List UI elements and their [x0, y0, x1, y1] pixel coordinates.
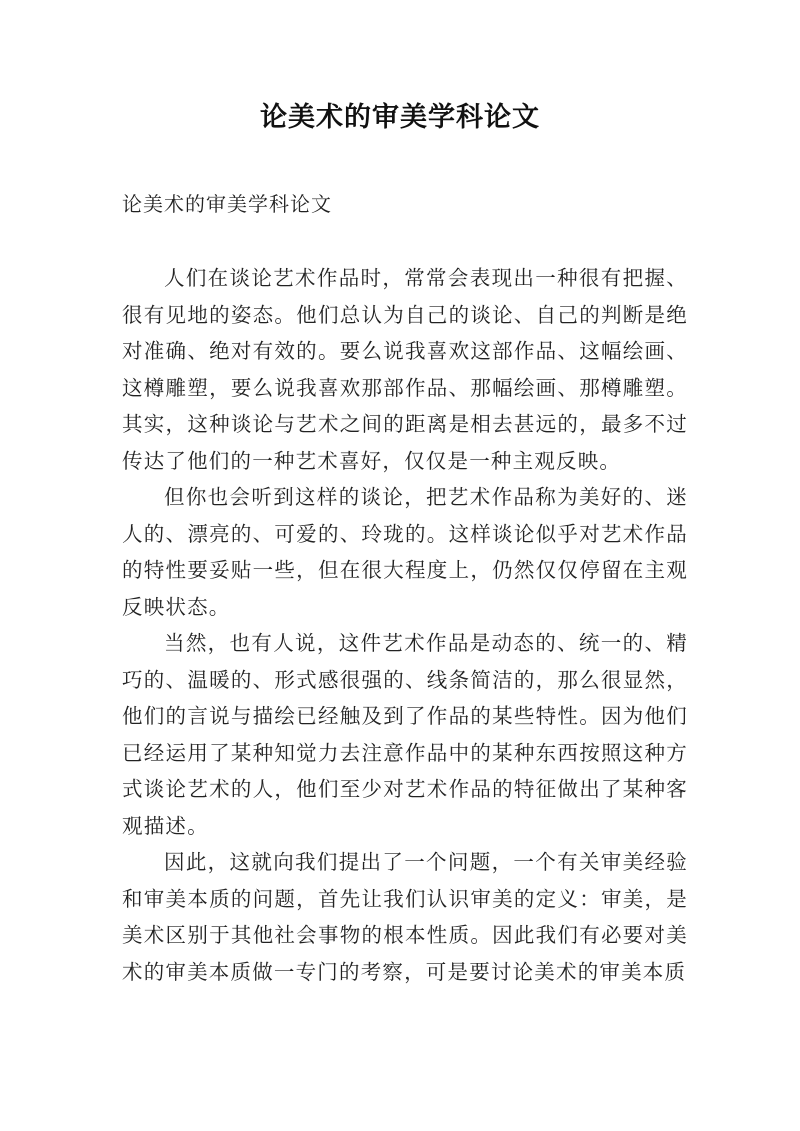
paragraph: 因此，这就向我们提出了一个问题，一个有关审美经验和审美本质的问题，首先让我们认识审美的定义：审美，是美术区别于其他社会事物的根本性质。因此我们有必要对美术的审美本质做一专门的考察，可是要讨论美术的审美本质 [122, 850, 688, 984]
document-subtitle: 论美术的审美学科论文 [122, 192, 332, 216]
paragraph: 当然，也有人说，这件艺术作品是动态的、统一的、精巧的、温暖的、形式感很强的、线条简洁的，那么很显然，他们的言说与描绘已经触及到了作品的某些特性。因为他们已经运用了某种知觉力去注意作品中的某种东西按照这种方式谈论艺术的人，他们至少对艺术作品的特征做出了某种客观描述。 [122, 631, 688, 838]
paragraph: 但你也会听到这样的谈论，把艺术作品称为美好的、迷人的、漂亮的、可爱的、玲珑的。这样谈论似乎对艺术作品的特性要妥贴一些，但在很大程度上，仍然仅仅停留在主观反映状态。 [122, 485, 688, 619]
document-title: 论美术的审美学科论文 [260, 102, 540, 133]
paragraph: 人们在谈论艺术作品时，常常会表现出一种很有把握、很有见地的姿态。他们总认为自己的谈论、自己的判断是绝对准确、绝对有效的。要么说我喜欢这部作品、这幅绘画、这樽雕塑，要么说我喜欢那部作品、那幅绘画、那樽雕塑。其实，这种谈论与艺术之间的距离是相去甚远的，最多不过传达了他们的一种艺术喜好，仅仅是一种主观反映。 [122, 266, 688, 473]
document-body [122, 260, 688, 990]
